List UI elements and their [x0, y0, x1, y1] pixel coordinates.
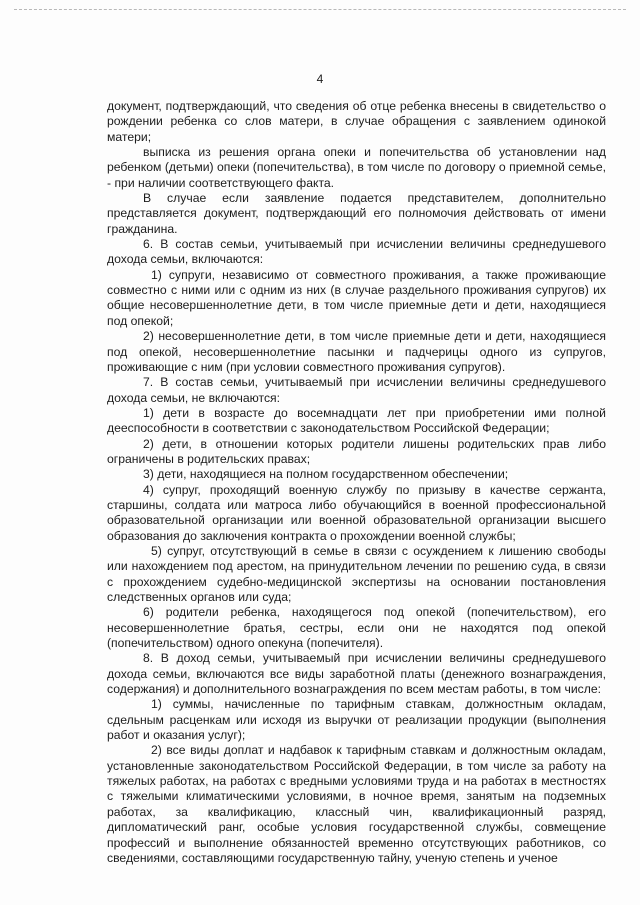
paragraph-7-item-1: 1) дети в возрасте до восемнадцати лет при приобретении ими полной дееспособности в соответствии с законодательством Российской Федерации; [107, 405, 606, 436]
paragraph-7-item-6: 6) родители ребенка, находящегося под опекой (попечительством), его несовершеннолетние братья, сестры, если они не находятся под опекой (попечительством) одного опекуна (попечителя). [107, 605, 606, 651]
paragraph-7-item-2: 2) дети, в отношении которых родители лишены родительских прав либо ограничены в родительских правах; [107, 436, 606, 466]
paragraph-section-8: 8. В доход семьи, учитываемый при исчислении величины среднедушевого дохода семьи, включаются все виды заработной платы (денежного вознаграждения, содержания) и дополнительного вознаграждения по всем местам работы, в том числе: [107, 651, 606, 697]
paragraph-section-6: 6. В состав семьи, учитываемый при исчислении величины среднедушевого дохода семьи, включаются: [107, 237, 606, 267]
paragraph-representative: В случае если заявление подается представителем, дополнительно представляется документ, подтверждающий его полномочия действовать от имени гражданина. [107, 191, 606, 236]
page-number: 4 [316, 72, 324, 86]
paragraph-document-father-info: документ, подтверждающий, что сведения об отце ребенка внесены в свидетельство о рождении ребенка со слов матери, в случае обращения с заявлением одинокой матери; [107, 99, 606, 144]
document-body [107, 99, 606, 866]
paragraph-7-item-3: 3) дети, находящиеся на полном государственном обеспечении; [143, 467, 509, 482]
scan-top-edge [14, 9, 626, 10]
paragraph-8-item-1: 1) суммы, начисленные по тарифным ставкам, должностным окладам, сдельным расценкам или исходя из выручки от реализации продукции (выполнения работ и оказания услуг); [107, 697, 606, 743]
paragraph-7-item-5: 5) супруг, отсутствующий в семье в связи с осуждением к лишению свободы или нахождением под арестом, на принудительном лечении по решению суда, в связи с прохождением судебно-медицинской экспертизы на основании постановления следственных органов или суда; [107, 543, 606, 604]
paragraph-8-item-2: 2) все виды доплат и надбавок к тарифным ставкам и должностным окладам, установленные законодательством Российской Федерации, в том числе за работу на тяжелых работах, на работах с вредными условиями труда и на работах в местностях с тяжелыми климатическими условиями, в ночное время, занятым на подземных работах, за квалификацию, классный чин, квалификационный разряд, дипломатический ранг, особые условия государственной службы, совмещение профессий и выполнение обязанностей временно отсутствующих работников, со сведениями, составляющими государственную тайну, ученую степень и ученое [107, 743, 606, 865]
paragraph-6-item-2: 2) несовершеннолетние дети, в том числе приемные дети и дети, находящиеся под опекой, несовершеннолетние пасынки и падчерицы одного из супругов, проживающие с ним (при условии совместного проживания супругов). [107, 329, 606, 374]
paragraph-6-item-1: 1) супруги, независимо от совместного проживания, а также проживающие совместно с ними или с одним из них (в случае раздельного проживания супругов) их общие несовершеннолетние дети, в том числе приемные дети и дети, находящиеся под опекой; [107, 267, 606, 328]
paragraph-section-7: 7. В состав семьи, учитываемый при исчислении величины среднедушевого дохода семьи, не включаются: [107, 375, 606, 405]
paragraph-guardianship-extract: выписка из решения органа опеки и попечительства об установлении над ребенком (детьми) опеки (попечительства), в том числе по договору о приемной семье, - при наличии соответствующего факта. [107, 145, 606, 190]
paragraph-7-item-4: 4) супруг, проходящий военную службу по призыву в качестве сержанта, старшины, солдата или матроса либо обучающийся в военной профессиональной образовательной организации или военной образовательной организации высшего образования до заключения контракта о прохождении военной службы; [107, 482, 606, 543]
